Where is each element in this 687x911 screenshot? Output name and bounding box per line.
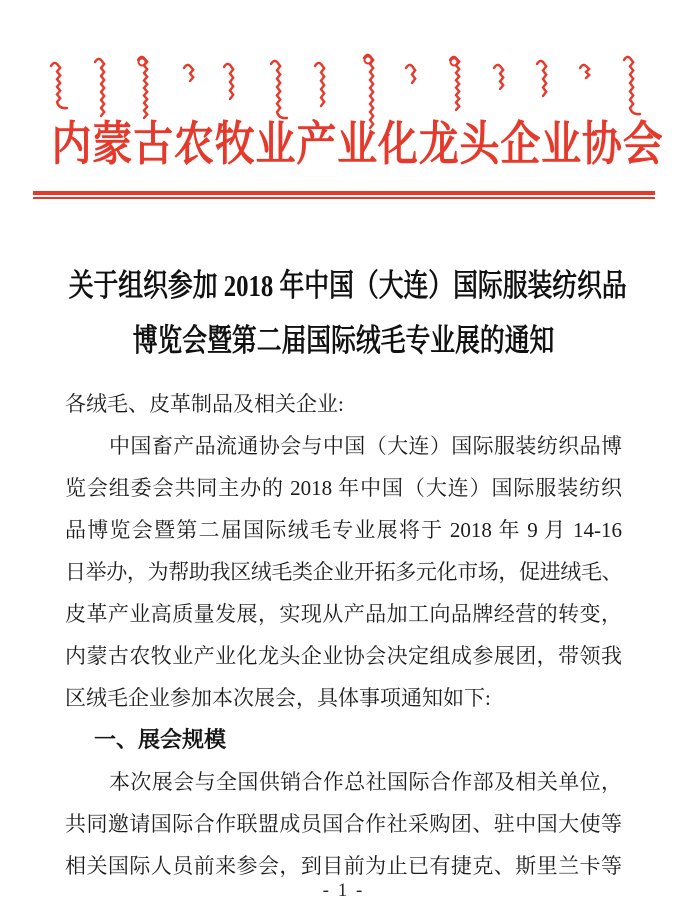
section-heading: 一、展会规模 — [94, 727, 227, 752]
body-line: 内蒙古农牧业产业化龙头企业协会决定组成参展团，带领我 — [65, 644, 622, 668]
body-line: 本次展会与全国供销合作总社国际合作部及相关单位， — [109, 770, 622, 794]
notice-title — [68, 258, 627, 368]
notice-title-line1: 关于组织参加 2018 年中国（大连）国际服装纺织品 — [68, 268, 627, 303]
body-line: 览会组委会共同主办的 2018 年中国（大连）国际服装纺织 — [65, 476, 622, 500]
body-line: 中国畜产品流通协会与中国（大连）国际服装纺织品博 — [109, 434, 622, 458]
body-line: 区绒毛企业参加本次展会，具体事项通知如下: — [65, 686, 491, 710]
notice-body — [65, 383, 622, 887]
body-line: 相关国际人员前来参会，到目前为止已有捷克、斯里兰卡等 — [65, 854, 622, 878]
org-name-title: 内蒙古农牧业产业化龙头企业协会 — [51, 119, 664, 171]
notice-title-line2: 博览会暨第二届国际绒毛专业展的通知 — [132, 323, 555, 358]
body-line: 日举办，为帮助我区绒毛类企业开拓多元化市场，促进绒毛、 — [65, 560, 622, 584]
salutation: 各绒毛、皮革制品及相关企业: — [65, 392, 344, 416]
body-line: 共同邀请国际合作联盟成员国合作社采购团、驻中国大使等 — [65, 812, 622, 836]
header-rule-thick — [33, 191, 655, 195]
page-number: - 1 - — [322, 880, 365, 901]
body-line: 品博览会暨第二届国际绒毛专业展将于 2018 年 9 月 14-16 — [65, 518, 622, 542]
header-rule-thin — [33, 197, 655, 199]
body-line: 皮革产业高质量发展，实现从产品加工向品牌经营的转变， — [65, 602, 622, 626]
